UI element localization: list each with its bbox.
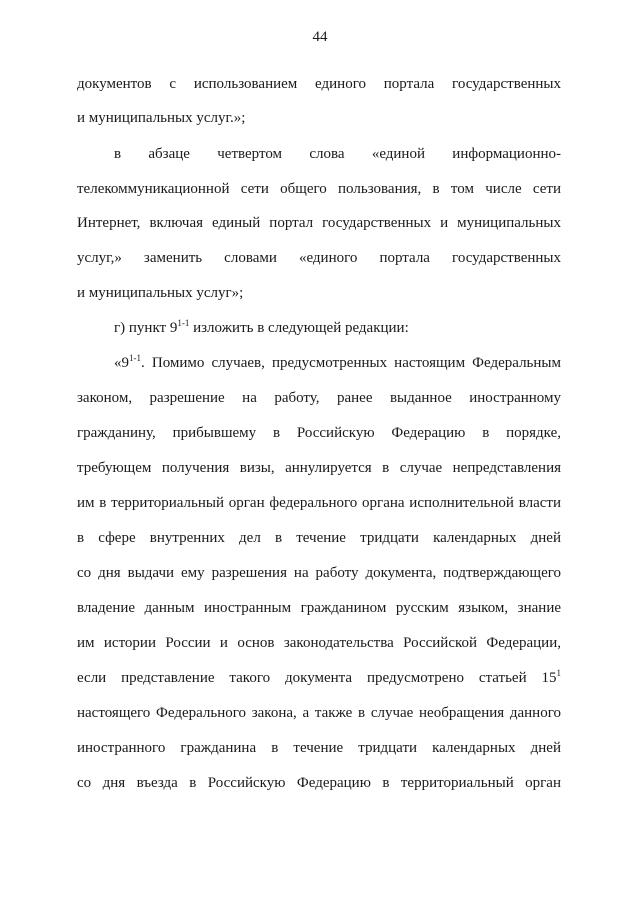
text-line-9-start: «9 (114, 355, 129, 371)
text-line-8-start: г) пункт 9 (114, 320, 178, 336)
text-line-11: гражданину, прибывшему в Российскую Федерацию в порядке, (77, 425, 561, 441)
superscript: 1-1 (177, 318, 190, 328)
page-number: 44 (312, 29, 328, 45)
text-line-3: в абзаце четвертом слова «единой информационно- (114, 146, 561, 162)
text-line-1: документов с использованием единого портала государственных (77, 76, 561, 92)
text-line-7: и муниципальных услуг»; (77, 285, 244, 301)
text-line-2: и муниципальных услуг.»; (77, 110, 246, 126)
text-line-6: услуг,» заменить словами «единого портала государственных (77, 250, 561, 266)
text-line-5: Интернет, включая единый портал государственных и муниципальных (77, 215, 561, 231)
text-line-21: со дня въезда в Российскую Федерацию в территориальный орган (77, 775, 561, 791)
text-line-13: им в территориальный орган федерального органа исполнительной власти (77, 495, 561, 511)
text-line-18-text: если представление такого документа предусмотрено статьей 15 (77, 670, 557, 686)
text-line-10: законом, разрешение на работу, ранее выданное иностранному (77, 390, 561, 406)
text-line-17: им истории России и основ законодательства Российской Федерации, (77, 635, 561, 651)
text-line-12: требующем получения визы, аннулируется в случае непредставления (77, 460, 561, 476)
text-line-4: телекоммуникационной сети общего пользования, в том числе сети (77, 181, 561, 197)
superscript: 1-1 (129, 353, 141, 363)
text-line-9 (114, 354, 561, 372)
text-line-15: со дня выдачи ему разрешения на работу документа, подтверждающего (77, 565, 561, 581)
text-line-9-end: . Помимо случаев, предусмотренных настоящим Федеральным (141, 355, 561, 371)
text-line-8 (114, 319, 561, 337)
superscript: 1 (556, 668, 561, 678)
text-line-8-end: изложить в следующей редакции: (189, 320, 409, 336)
text-line-14: в сфере внутренних дел в течение тридцати календарных дней (77, 530, 561, 546)
text-line-20: иностранного гражданина в течение тридцати календарных дней (77, 740, 561, 756)
text-line-18 (77, 669, 561, 687)
text-line-19: настоящего Федерального закона, а также в случае необращения данного (77, 705, 561, 721)
text-line-16: владение данным иностранным гражданином русским языком, знание (77, 600, 561, 616)
